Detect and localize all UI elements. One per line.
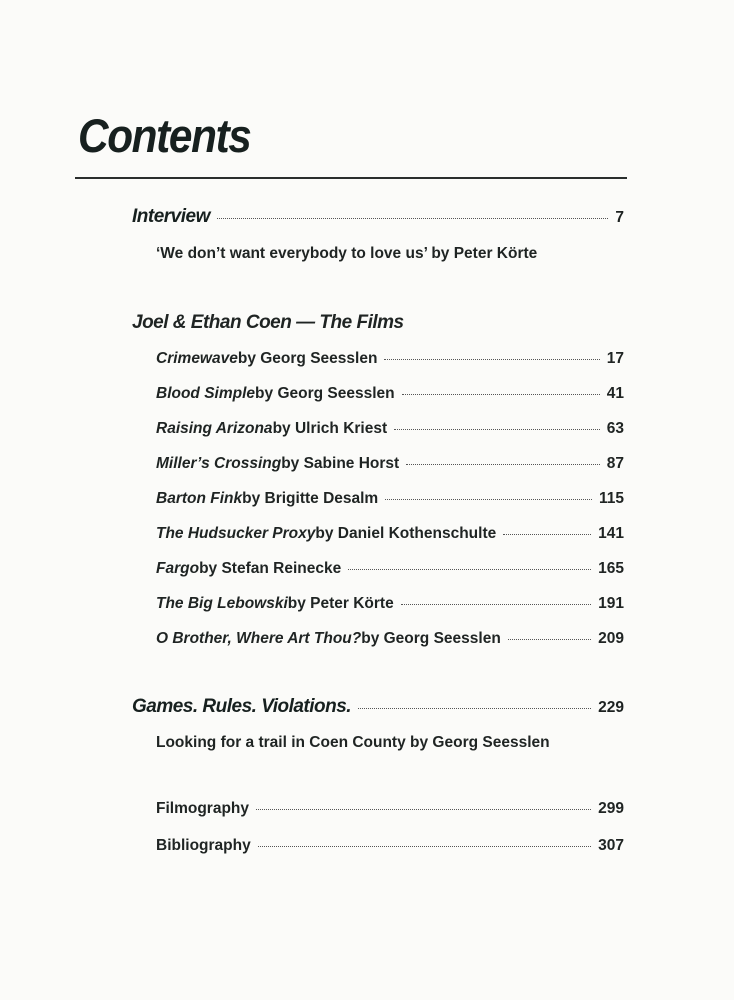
film-title: Barton Fink [156,490,243,507]
film-title: The Hudsucker Proxy [156,525,316,542]
dot-leader [394,429,600,430]
page-number: 41 [606,385,624,402]
film-title: Miller’s Crossing [156,455,282,472]
toc-entry-filmography[interactable] [156,800,624,818]
toc-entry-film[interactable] [156,525,624,543]
film-author: by Brigitte Desalm [242,490,379,507]
interview-subtitle: ‘We don’t want everybody to love us’ by Peter Körte [156,245,538,262]
toc-entry-bibliography[interactable] [156,837,624,855]
toc-entry-film[interactable] [156,385,624,403]
page-number: 209 [598,630,624,647]
games-subtitle: Looking for a trail in Coen County by Georg Seesslen [156,734,550,751]
film-author: by Georg Seesslen [255,385,395,402]
dot-leader [384,359,599,360]
toc-entry-film[interactable] [156,595,624,613]
toc-entry-film[interactable] [156,630,624,648]
film-author: by Stefan Reinecke [199,560,342,577]
toc-entry-interview[interactable] [132,206,624,228]
page-title: Contents [78,109,251,162]
appendix-label: Filmography [156,800,250,817]
page-number: 191 [598,595,624,612]
film-title: Blood Simple [156,385,256,402]
page-number: 299 [598,800,624,817]
section-heading-interview: Interview [132,206,210,227]
page-number: 307 [598,837,624,854]
film-author: by Ulrich Kriest [272,420,388,437]
dot-leader [503,534,591,535]
toc-entry-film[interactable] [156,560,624,578]
dot-leader [358,708,591,709]
film-title: O Brother, Where Art Thou? [156,630,362,647]
dot-leader [256,809,591,810]
toc-entry-film[interactable] [156,490,624,508]
dot-leader [406,464,600,465]
toc-entry-film[interactable] [156,455,624,473]
appendix-label: Bibliography [156,837,251,854]
toc-entry-games[interactable] [132,696,624,718]
toc-entry-film[interactable] [156,420,624,438]
film-title: The Big Lebowski [156,595,288,612]
page-number: 63 [606,420,624,437]
page-number: 115 [598,490,624,507]
dot-leader [348,569,591,570]
film-title: Crimewave [156,350,238,367]
page-number: 229 [598,699,624,716]
dot-leader [401,604,591,605]
toc-entry-film[interactable] [156,350,624,368]
page-number: 141 [598,525,624,542]
dot-leader [385,499,592,500]
dot-leader [508,639,591,640]
page-number: 165 [598,560,624,577]
film-author: by Georg Seesslen [237,350,378,367]
film-author: by Daniel Kothenschulte [315,525,497,542]
film-title: Raising Arizona [156,420,273,437]
page-number: 17 [606,350,624,367]
dot-leader [217,218,609,219]
film-author: by Georg Seesslen [361,630,501,647]
film-title: Fargo [156,560,200,577]
page-number: 7 [615,209,624,226]
film-author: by Sabine Horst [281,455,400,472]
title-divider [75,177,627,179]
page-number: 87 [606,455,624,472]
dot-leader [402,394,600,395]
section-heading-games: Games. Rules. Violations. [132,696,352,717]
dot-leader [258,846,591,847]
film-author: by Peter Körte [287,595,394,612]
section-heading-films: Joel & Ethan Coen — The Films [132,312,404,333]
